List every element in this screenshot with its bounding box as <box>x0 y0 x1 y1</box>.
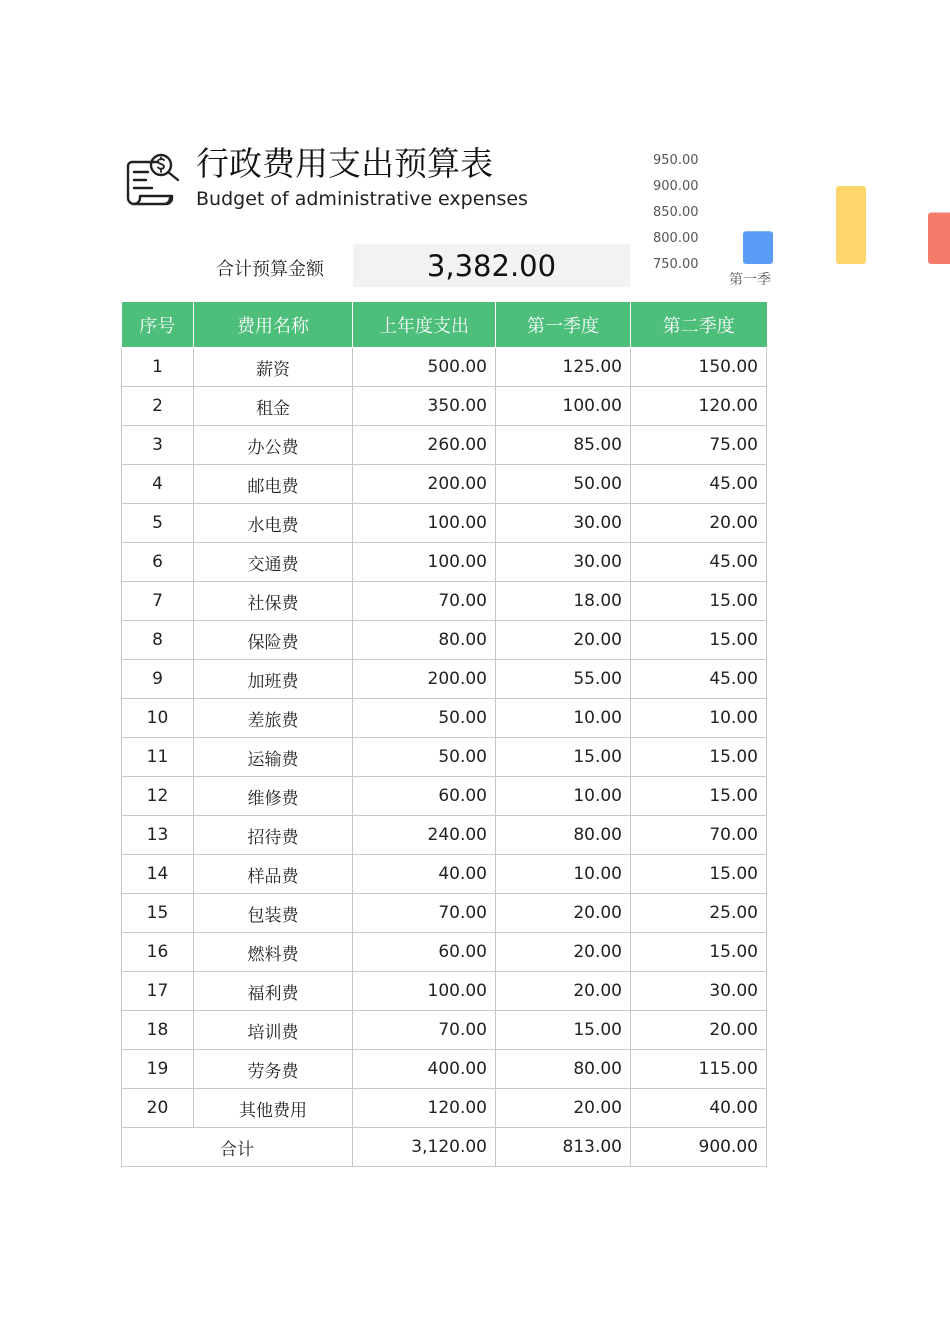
chart-y-tick-label: 950.00 <box>653 153 699 168</box>
page-subtitle: Budget of administrative expenses <box>196 188 528 210</box>
table-row <box>122 855 767 894</box>
row-name-cell: 燃料费 <box>194 933 353 972</box>
row-q1-cell: 30.00 <box>496 543 631 582</box>
row-name-cell: 租金 <box>194 387 353 426</box>
table-row <box>122 348 767 387</box>
table-header-row <box>122 302 767 348</box>
row-prev-cell: 100.00 <box>353 543 496 582</box>
row-no-cell: 1 <box>122 348 194 387</box>
table-row <box>122 543 767 582</box>
table-row <box>122 894 767 933</box>
col-header-q2: 第二季度 <box>631 302 767 348</box>
row-no-cell: 6 <box>122 543 194 582</box>
table-row <box>122 972 767 1011</box>
row-q1-cell: 80.00 <box>496 816 631 855</box>
budget-table <box>121 302 767 1167</box>
quarterly-mini-chart <box>640 145 950 295</box>
table-row <box>122 660 767 699</box>
row-q1-cell: 30.00 <box>496 504 631 543</box>
row-name-cell: 运输费 <box>194 738 353 777</box>
row-q1-cell: 15.00 <box>496 738 631 777</box>
total-row-q2: 900.00 <box>631 1128 767 1167</box>
table-row <box>122 621 767 660</box>
row-no-cell: 8 <box>122 621 194 660</box>
row-no-cell: 16 <box>122 933 194 972</box>
row-q2-cell: 15.00 <box>631 621 767 660</box>
chart-x-tick-label: 第一季 <box>729 272 771 288</box>
row-q1-cell: 125.00 <box>496 348 631 387</box>
table-row <box>122 387 767 426</box>
row-q1-cell: 20.00 <box>496 621 631 660</box>
row-name-cell: 邮电费 <box>194 465 353 504</box>
row-prev-cell: 500.00 <box>353 348 496 387</box>
row-no-cell: 10 <box>122 699 194 738</box>
row-q2-cell: 30.00 <box>631 972 767 1011</box>
col-header-no: 序号 <box>122 302 194 348</box>
row-prev-cell: 60.00 <box>353 933 496 972</box>
row-q1-cell: 20.00 <box>496 1089 631 1128</box>
row-no-cell: 14 <box>122 855 194 894</box>
row-no-cell: 19 <box>122 1050 194 1089</box>
chart-bar <box>836 186 866 264</box>
row-name-cell: 薪资 <box>194 348 353 387</box>
row-name-cell: 劳务费 <box>194 1050 353 1089</box>
row-name-cell: 社保费 <box>194 582 353 621</box>
row-q1-cell: 10.00 <box>496 699 631 738</box>
table-total-row <box>122 1128 767 1167</box>
row-q1-cell: 20.00 <box>496 894 631 933</box>
table-row <box>122 1050 767 1089</box>
total-row-q1: 813.00 <box>496 1128 631 1167</box>
table-row <box>122 1011 767 1050</box>
row-no-cell: 11 <box>122 738 194 777</box>
row-q1-cell: 20.00 <box>496 972 631 1011</box>
table-row <box>122 933 767 972</box>
row-prev-cell: 80.00 <box>353 621 496 660</box>
row-no-cell: 13 <box>122 816 194 855</box>
row-no-cell: 4 <box>122 465 194 504</box>
row-q1-cell: 55.00 <box>496 660 631 699</box>
row-no-cell: 2 <box>122 387 194 426</box>
row-prev-cell: 70.00 <box>353 1011 496 1050</box>
total-row-label: 合计 <box>122 1128 353 1167</box>
row-q2-cell: 15.00 <box>631 738 767 777</box>
row-no-cell: 20 <box>122 1089 194 1128</box>
total-budget-label: 合计预算金额 <box>216 259 324 280</box>
row-prev-cell: 40.00 <box>353 855 496 894</box>
row-prev-cell: 60.00 <box>353 777 496 816</box>
row-q2-cell: 70.00 <box>631 816 767 855</box>
col-header-name: 费用名称 <box>194 302 353 348</box>
row-name-cell: 保险费 <box>194 621 353 660</box>
row-prev-cell: 120.00 <box>353 1089 496 1128</box>
chart-bar <box>928 213 950 264</box>
row-name-cell: 交通费 <box>194 543 353 582</box>
row-q2-cell: 20.00 <box>631 504 767 543</box>
row-no-cell: 3 <box>122 426 194 465</box>
row-name-cell: 加班费 <box>194 660 353 699</box>
table-row <box>122 738 767 777</box>
row-name-cell: 维修费 <box>194 777 353 816</box>
row-name-cell: 其他费用 <box>194 1089 353 1128</box>
chart-y-tick-label: 850.00 <box>653 205 699 220</box>
row-q2-cell: 120.00 <box>631 387 767 426</box>
table-row <box>122 816 767 855</box>
table-row <box>122 465 767 504</box>
row-no-cell: 17 <box>122 972 194 1011</box>
chart-y-tick-label: 900.00 <box>653 179 699 194</box>
row-prev-cell: 50.00 <box>353 699 496 738</box>
row-prev-cell: 200.00 <box>353 660 496 699</box>
row-q2-cell: 20.00 <box>631 1011 767 1050</box>
row-q1-cell: 15.00 <box>496 1011 631 1050</box>
row-no-cell: 7 <box>122 582 194 621</box>
row-prev-cell: 70.00 <box>353 894 496 933</box>
row-q2-cell: 150.00 <box>631 348 767 387</box>
row-name-cell: 包装费 <box>194 894 353 933</box>
row-q2-cell: 25.00 <box>631 894 767 933</box>
chart-y-tick-label: 750.00 <box>653 257 699 272</box>
row-q2-cell: 45.00 <box>631 543 767 582</box>
total-row-prev: 3,120.00 <box>353 1128 496 1167</box>
row-q2-cell: 10.00 <box>631 699 767 738</box>
row-q2-cell: 45.00 <box>631 660 767 699</box>
row-prev-cell: 240.00 <box>353 816 496 855</box>
row-q1-cell: 85.00 <box>496 426 631 465</box>
row-q2-cell: 15.00 <box>631 582 767 621</box>
table-row <box>122 582 767 621</box>
total-budget-value: 3,382.00 <box>353 244 630 287</box>
row-q1-cell: 80.00 <box>496 1050 631 1089</box>
row-prev-cell: 260.00 <box>353 426 496 465</box>
chart-y-tick-label: 800.00 <box>653 231 699 246</box>
table-row <box>122 777 767 816</box>
row-q2-cell: 45.00 <box>631 465 767 504</box>
row-no-cell: 15 <box>122 894 194 933</box>
row-name-cell: 样品费 <box>194 855 353 894</box>
row-name-cell: 福利费 <box>194 972 353 1011</box>
table-row <box>122 504 767 543</box>
table-row <box>122 1089 767 1128</box>
row-prev-cell: 70.00 <box>353 582 496 621</box>
row-q1-cell: 10.00 <box>496 855 631 894</box>
row-q1-cell: 100.00 <box>496 387 631 426</box>
row-prev-cell: 100.00 <box>353 504 496 543</box>
budget-document-icon <box>124 150 188 214</box>
row-q1-cell: 20.00 <box>496 933 631 972</box>
row-prev-cell: 100.00 <box>353 972 496 1011</box>
table-row <box>122 426 767 465</box>
row-no-cell: 18 <box>122 1011 194 1050</box>
table-row <box>122 699 767 738</box>
row-q2-cell: 75.00 <box>631 426 767 465</box>
row-no-cell: 5 <box>122 504 194 543</box>
row-prev-cell: 50.00 <box>353 738 496 777</box>
page-title: 行政费用支出预算表 <box>196 144 493 183</box>
row-prev-cell: 400.00 <box>353 1050 496 1089</box>
row-q2-cell: 15.00 <box>631 855 767 894</box>
row-prev-cell: 200.00 <box>353 465 496 504</box>
row-name-cell: 水电费 <box>194 504 353 543</box>
row-q2-cell: 115.00 <box>631 1050 767 1089</box>
row-q2-cell: 15.00 <box>631 933 767 972</box>
row-name-cell: 差旅费 <box>194 699 353 738</box>
row-q2-cell: 40.00 <box>631 1089 767 1128</box>
row-name-cell: 办公费 <box>194 426 353 465</box>
row-q2-cell: 15.00 <box>631 777 767 816</box>
row-q1-cell: 18.00 <box>496 582 631 621</box>
row-q1-cell: 10.00 <box>496 777 631 816</box>
row-prev-cell: 350.00 <box>353 387 496 426</box>
chart-bar <box>743 231 773 264</box>
col-header-q1: 第一季度 <box>496 302 631 348</box>
col-header-prev: 上年度支出 <box>353 302 496 348</box>
row-no-cell: 9 <box>122 660 194 699</box>
row-q1-cell: 50.00 <box>496 465 631 504</box>
row-name-cell: 招待费 <box>194 816 353 855</box>
row-no-cell: 12 <box>122 777 194 816</box>
row-name-cell: 培训费 <box>194 1011 353 1050</box>
